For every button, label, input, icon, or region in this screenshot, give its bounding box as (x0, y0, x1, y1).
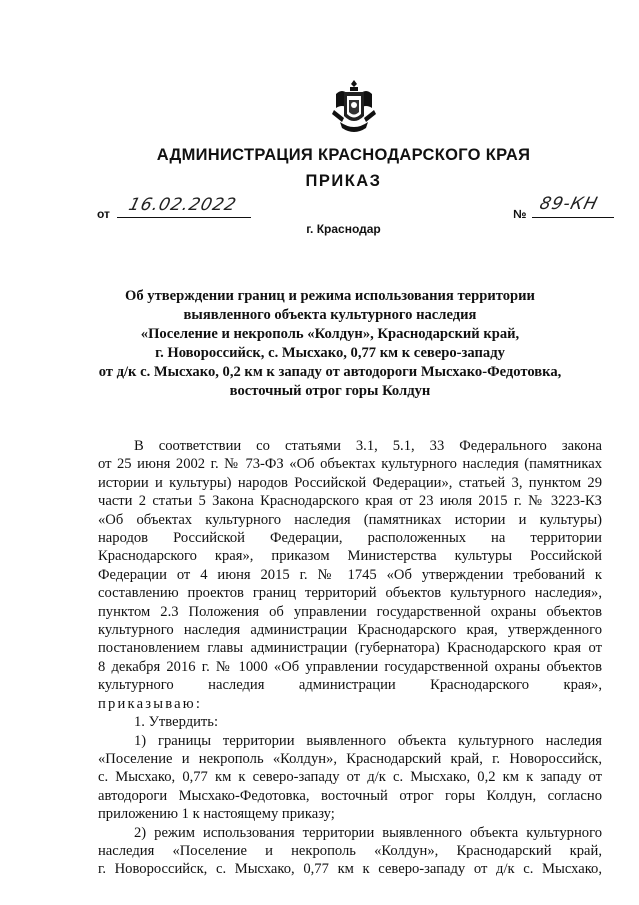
heading-line: от д/к с. Мысхако, 0,2 км к западу от автодороги Мысхако-Федотовка, (98, 364, 562, 380)
body-line: Краснодарского края», приказом Министерства культуры Российской (98, 548, 602, 565)
heading-line: восточный отрог горы Колдун (229, 383, 431, 399)
body-line: В соответствии со статьями 3.1, 5.1, 33 Федерального закона (134, 438, 602, 454)
body-line: г. Новороссийск, с. Мысхако, 0,77 км к северо-западу от д/к с. Мысхако, (98, 861, 602, 878)
body-line: приказываю: (98, 695, 203, 712)
handwritten-date: 16.02.2022 (126, 195, 240, 215)
handwritten-number: 89-КН (537, 194, 600, 214)
body-line: «Поселение и некрополь «Колдун», Краснодарский край, г. Новороссийск, (98, 750, 602, 767)
body-line: Федерации от 4 июня 2015 г. № 1745 «Об утверждении требований к (98, 566, 602, 583)
body-line: истории и культуры) народов Российской Федерации», статьей 3, пунктом 29 (98, 474, 602, 491)
number-label: № (513, 207, 527, 221)
body-line: наследия «Поселение и некрополь «Колдун», Краснодарский край, (98, 842, 602, 859)
organization-title: АДМИНИСТРАЦИЯ КРАСНОДАРСКОГО КРАЯ (156, 146, 531, 164)
document-type: ПРИКАЗ (305, 172, 382, 190)
body-line: приложению 1 к настоящему приказу; (98, 806, 335, 823)
body-line: с. Мысхако, 0,77 км к северо-западу от д/к с. Мысхако, 0,2 км к западу от (98, 769, 602, 786)
body-line: автодороги Мысхако-Федотовка, восточный отрог горы Колдун, согласно (98, 787, 602, 804)
body-line: от 25 июня 2002 г. № 73-ФЗ «Об объектах культурного наследия (памятниках (98, 456, 602, 473)
number-line (532, 194, 614, 218)
date-line (117, 195, 251, 218)
body-line: 2) режим использования территории выявленного объекта культурного (134, 824, 602, 841)
number-row (513, 194, 614, 221)
body-line: народов Российской Федерации, расположенных на территории (98, 530, 602, 547)
body-line: части 2 статьи 5 Закона Краснодарского края от 23 июля 2015 г. № 3223-КЗ (98, 493, 602, 510)
document-body (98, 437, 602, 879)
body-line: пунктом 2.3 Положения об управлении государственной охраны объектов (98, 603, 602, 620)
body-line: 1) границы территории выявленного объекта культурного наследия (134, 732, 602, 749)
body-line: «Об объектах культурного наследия (памятниках истории и культуры) (98, 511, 602, 528)
body-line: культурного наследия администрации Краснодарского края, утвержденного (98, 622, 602, 639)
heading-line: выявленного объекта культурного наследия (183, 307, 477, 323)
body-line: культурного наследия администрации Краснодарского края», (98, 677, 602, 694)
date-label: от (97, 207, 110, 221)
body-line: составлению проектов границ территорий объектов культурного наследия», (98, 585, 602, 602)
date-row (97, 195, 251, 221)
city-line: г. Краснодар (306, 222, 381, 236)
heading-line: г. Новороссийск, с. Мысхако, 0,77 км к северо-западу (155, 345, 505, 361)
document-heading (80, 287, 580, 401)
body-line: постановлением главы администрации (губернатора) Краснодарского края от (98, 640, 602, 657)
body-line: 1. Утвердить: (134, 714, 219, 731)
heading-line: Об утверждении границ и режима использования территории (125, 288, 535, 304)
heading-line: «Поселение и некрополь «Колдун», Краснодарский край, (140, 326, 520, 342)
coat-of-arms-icon (330, 78, 378, 136)
body-line: 8 декабря 2016 г. № 1000 «Об управлении государственной охраны объектов (98, 658, 602, 675)
